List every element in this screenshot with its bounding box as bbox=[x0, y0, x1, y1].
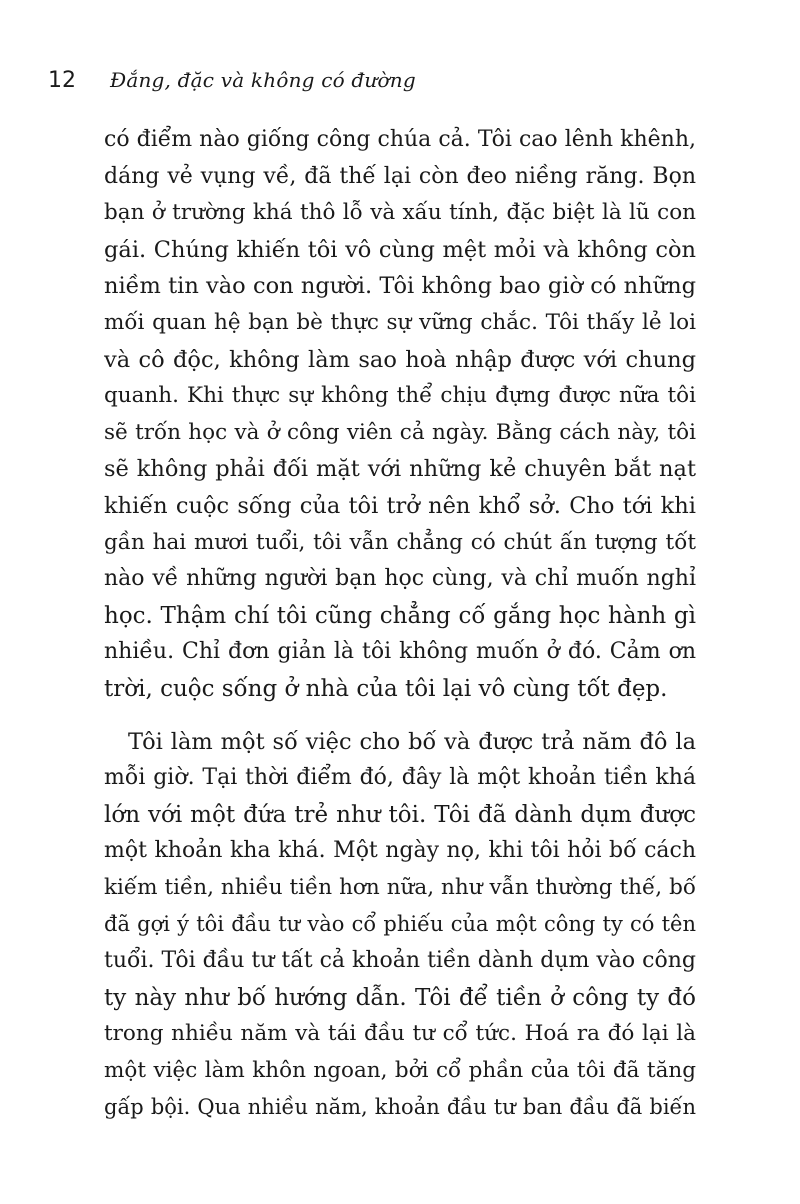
text-line: một việc làm khôn ngoan, bởi cổ phần của tôi đã tăng bbox=[104, 1057, 696, 1083]
page-number: 12 bbox=[48, 68, 76, 93]
text-line: trong nhiều năm và tái đầu tư cổ tức. Hoá ra đó lại là bbox=[104, 1021, 696, 1047]
text-line: gần hai mươi tuổi, tôi vẫn chẳng có chút ấn tượng tốt bbox=[104, 529, 696, 555]
text-line: dáng vẻ vụng về, đã thế lại còn đeo niềng răng. Bọn bbox=[104, 163, 696, 189]
text-line: nào về những người bạn học cùng, và chỉ muốn nghỉ bbox=[104, 566, 696, 592]
text-line: sẽ không phải đối mặt với những kẻ chuyên bắt nạt bbox=[104, 456, 696, 483]
text-line: có điểm nào giống công chúa cả. Tôi cao lênh khênh, bbox=[104, 127, 696, 152]
text-line: trời, cuộc sống ở nhà của tôi lại vô cùng tốt đẹp. bbox=[104, 675, 668, 702]
text-line: và cô độc, không làm sao hoà nhập được với chung bbox=[104, 346, 696, 373]
running-title: Đắng, đặc và không có đường bbox=[110, 68, 416, 92]
text-line: học. Thậm chí tôi cũng chẳng cố gắng học hành gì bbox=[104, 602, 696, 629]
text-line: lớn với một đứa trẻ như tôi. Tôi đã dành dụm được bbox=[104, 801, 696, 828]
text-line: khiến cuộc sống của tôi trở nên khổ sở. Cho tới khi bbox=[104, 492, 696, 519]
text-line: ty này như bố hướng dẫn. Tôi để tiền ở công ty đó bbox=[104, 984, 696, 1011]
text-line: kiếm tiền, nhiều tiền hơn nữa, như vẫn thường thế, bố bbox=[104, 874, 696, 900]
text-line: một khoản kha khá. Một ngày nọ, khi tôi hỏi bố cách bbox=[104, 838, 696, 864]
text-line: sẽ trốn học và ở công viên cả ngày. Bằng cách này, tôi bbox=[104, 419, 696, 445]
text-line: gái. Chúng khiến tôi vô cùng mệt mỏi và không còn bbox=[104, 236, 696, 263]
text-line: gấp bội. Qua nhiều năm, khoản đầu tư ban đầu đã biến bbox=[104, 1095, 696, 1120]
paragraph-2 bbox=[104, 724, 696, 1127]
text-line: niềm tin vào con người. Tôi không bao giờ có những bbox=[104, 273, 696, 300]
text-line: quanh. Khi thực sự không thể chịu đựng được nữa tôi bbox=[104, 383, 696, 409]
text-line: nhiều. Chỉ đơn giản là tôi không muốn ở đó. Cảm ơn bbox=[104, 639, 696, 665]
text-line: Tôi làm một số việc cho bố và được trả năm đô la bbox=[128, 728, 696, 755]
text-line: mỗi giờ. Tại thời điểm đó, đây là một khoản tiền khá bbox=[104, 765, 696, 791]
page-header bbox=[48, 68, 416, 100]
text-line: tuổi. Tôi đầu tư tất cả khoản tiền dành dụm vào công bbox=[104, 948, 696, 974]
text-line: đã gợi ý tôi đầu tư vào cổ phiếu của một công ty có tên bbox=[104, 912, 696, 937]
body-text bbox=[104, 122, 696, 1126]
paragraph-1 bbox=[104, 122, 696, 708]
text-line: bạn ở trường khá thô lỗ và xấu tính, đặc biệt là lũ con bbox=[104, 200, 696, 226]
text-line: mối quan hệ bạn bè thực sự vững chắc. Tôi thấy lẻ loi bbox=[104, 309, 696, 335]
